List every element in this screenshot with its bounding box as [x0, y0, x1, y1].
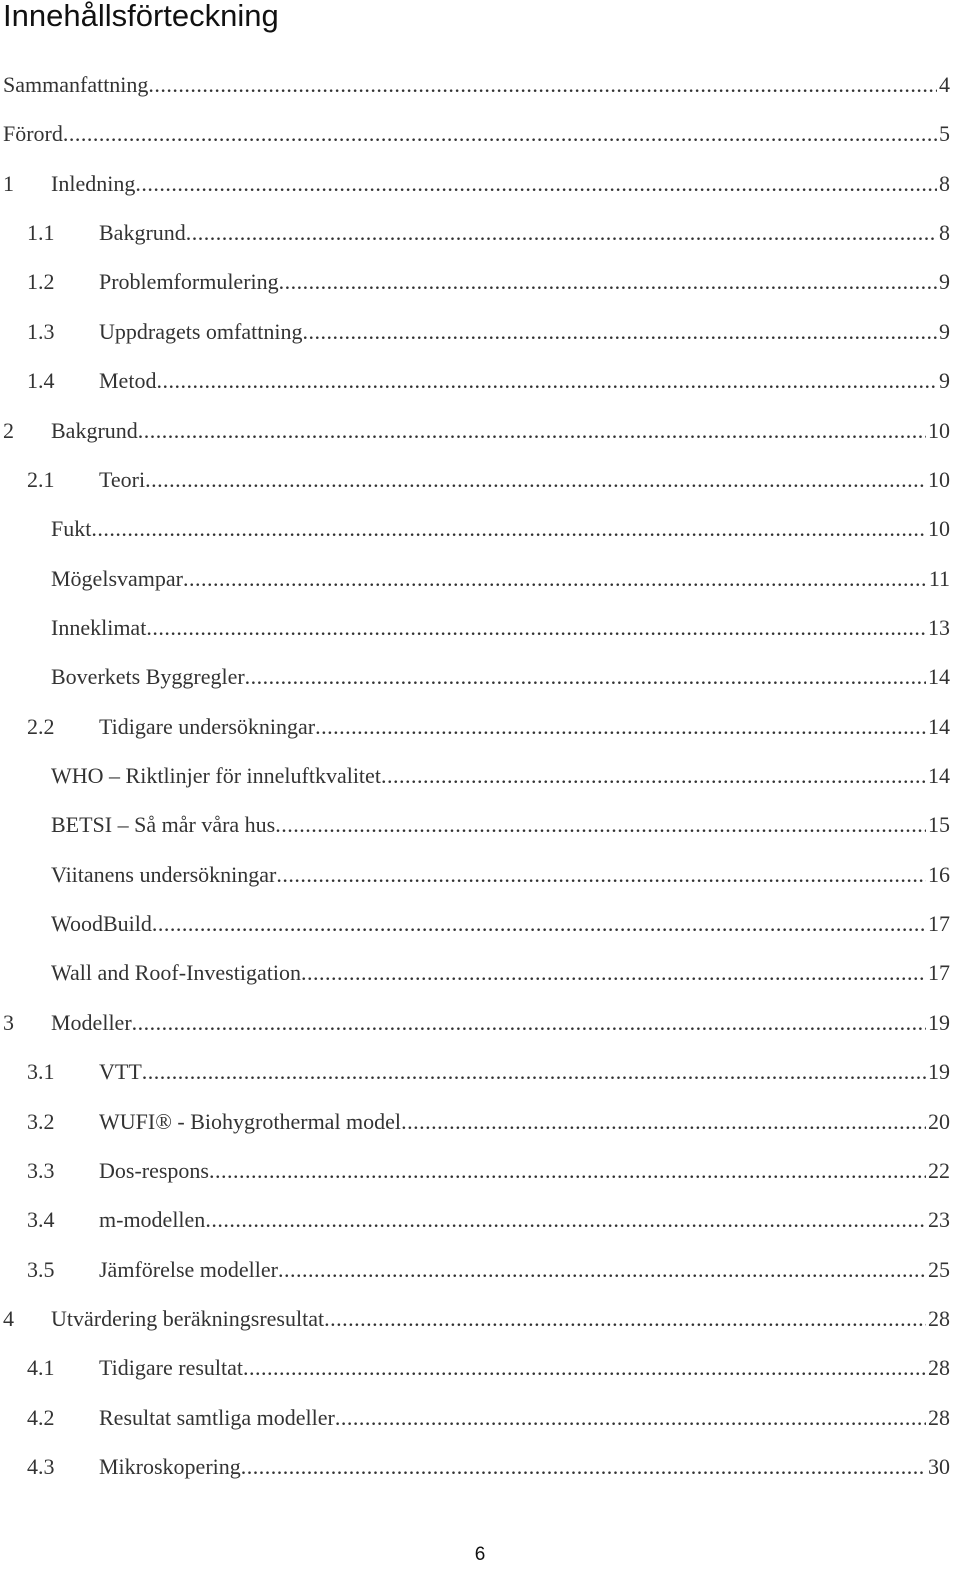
toc-entry-page: 10 [928, 466, 950, 492]
toc-entry-title: Tidigare undersökningar [99, 713, 316, 739]
dot-leader [335, 1393, 926, 1442]
toc-entry-page: 28 [928, 1404, 950, 1430]
toc-entry-page: 20 [928, 1108, 950, 1134]
toc-entry[interactable] [0, 1047, 950, 1096]
dot-leader [381, 751, 926, 800]
toc-entry-title: m-modellen [99, 1207, 206, 1233]
toc-entry-page: 15 [928, 812, 950, 838]
toc-entry-page: 19 [928, 1059, 950, 1085]
page-title: Innehållsförteckning [3, 0, 279, 33]
toc-entry[interactable] [0, 60, 950, 109]
toc-entry-page: 30 [928, 1454, 950, 1480]
toc-entry-number: 3 [3, 1009, 14, 1035]
toc-entry-title: Viitanens undersökningar [51, 861, 277, 887]
toc-entry-page: 28 [928, 1305, 950, 1331]
toc-entry-title: Teori [99, 466, 146, 492]
dot-leader [278, 1245, 926, 1294]
toc-entry-title: Jämförelse modeller [99, 1256, 278, 1282]
toc-entry[interactable] [0, 406, 950, 455]
dot-leader [243, 1343, 926, 1392]
toc-entry-number: 2.1 [27, 466, 55, 492]
dot-leader [186, 208, 937, 257]
dot-leader [63, 109, 937, 158]
dot-leader [245, 652, 926, 701]
toc-entry-title: Boverkets Byggregler [51, 664, 245, 690]
toc-entry-number: 1.2 [27, 269, 55, 295]
dot-leader [132, 998, 926, 1047]
toc-entry-title: Inledning [51, 170, 136, 196]
dot-leader [91, 504, 926, 553]
toc-entry-number: 4.2 [27, 1404, 55, 1430]
toc-entry-number: 1.3 [27, 318, 55, 344]
toc-entry-page: 17 [928, 960, 950, 986]
toc-entry-page: 14 [928, 763, 950, 789]
toc-entry[interactable] [0, 702, 950, 751]
toc-entry-number: 1.1 [27, 220, 55, 246]
toc-entry-title: WUFI® - Biohygrothermal model [99, 1108, 402, 1134]
toc-entry[interactable] [0, 751, 950, 800]
dot-leader [275, 800, 926, 849]
toc-entry-number: 4.1 [27, 1355, 55, 1381]
toc-entry[interactable] [0, 899, 950, 948]
toc-entry-title: Uppdragets omfattning [99, 318, 303, 344]
toc-entry[interactable] [0, 307, 950, 356]
toc-entry-number: 3.4 [27, 1207, 55, 1233]
toc-entry[interactable] [0, 1195, 950, 1244]
toc-entry-title: Wall and Roof-Investigation [51, 960, 301, 986]
toc-entry[interactable] [0, 1097, 950, 1146]
toc-entry[interactable] [0, 998, 950, 1047]
dot-leader [401, 1097, 926, 1146]
toc-entry[interactable] [0, 554, 950, 603]
toc-entry-number: 3.3 [27, 1157, 55, 1183]
toc-entry-page: 8 [939, 170, 950, 196]
dot-leader [135, 159, 937, 208]
dot-leader [156, 356, 937, 405]
toc-entry[interactable] [0, 455, 950, 504]
toc-entry-title: Modeller [51, 1009, 132, 1035]
toc-entry[interactable] [0, 800, 950, 849]
dot-leader [146, 603, 926, 652]
toc-entry-number: 4.3 [27, 1454, 55, 1480]
dot-leader [183, 554, 927, 603]
toc-entry-page: 28 [928, 1355, 950, 1381]
toc-entry-title: Utvärdering beräkningsresultat [51, 1305, 325, 1331]
toc-entry-page: 16 [928, 861, 950, 887]
toc-entry-page: 9 [939, 368, 950, 394]
toc-entry-page: 17 [928, 911, 950, 937]
toc-entry-page: 9 [939, 318, 950, 344]
toc-entry-page: 5 [939, 121, 950, 147]
toc-entry-title: Förord [3, 121, 63, 147]
dot-leader [276, 850, 926, 899]
toc-entry-number: 2 [3, 417, 14, 443]
dot-leader [152, 899, 926, 948]
toc-entry[interactable] [0, 603, 950, 652]
toc-entry-number: 1 [3, 170, 14, 196]
toc-entry[interactable] [0, 356, 950, 405]
toc-entry-page: 22 [928, 1157, 950, 1183]
dot-leader [315, 702, 926, 751]
dot-leader [279, 257, 937, 306]
toc-entry[interactable] [0, 1146, 950, 1195]
toc-entry-page: 8 [939, 220, 950, 246]
toc-entry-page: 11 [928, 565, 950, 591]
table-of-contents [0, 60, 950, 1491]
toc-entry[interactable] [0, 159, 950, 208]
toc-entry[interactable] [0, 109, 950, 158]
toc-entry-title: Problemformulering [99, 269, 279, 295]
toc-entry[interactable] [0, 208, 950, 257]
toc-entry-page: 23 [928, 1207, 950, 1233]
toc-entry-title: Bakgrund [99, 220, 186, 246]
toc-entry[interactable] [0, 1442, 950, 1491]
toc-entry-title: Inneklimat [51, 614, 147, 640]
toc-entry[interactable] [0, 948, 950, 997]
toc-entry[interactable] [0, 1393, 950, 1442]
toc-entry-title: Fukt [51, 516, 92, 542]
toc-entry-title: BETSI – Så mår våra hus [51, 812, 276, 838]
toc-entry-number: 1.4 [27, 368, 55, 394]
toc-entry-title: Sammanfattning [3, 72, 149, 97]
toc-entry[interactable] [0, 1245, 950, 1294]
toc-entry[interactable] [0, 504, 950, 553]
toc-entry-number: 4 [3, 1305, 14, 1331]
dot-leader [138, 406, 926, 455]
toc-entry[interactable] [0, 850, 950, 899]
toc-entry[interactable] [0, 1294, 950, 1343]
dot-leader [324, 1294, 926, 1343]
toc-entry-number: 3.1 [27, 1059, 55, 1085]
toc-entry-page: 14 [928, 713, 950, 739]
toc-entry-page: 4 [939, 72, 950, 97]
toc-entry-page: 14 [928, 664, 950, 690]
dot-leader [301, 948, 926, 997]
toc-entry-title: WoodBuild [51, 911, 152, 937]
toc-entry-title: Mikroskopering [99, 1454, 241, 1480]
dot-leader [205, 1195, 926, 1244]
page-number: 6 [474, 1544, 486, 1565]
toc-entry-page: 10 [928, 516, 950, 542]
toc-entry-title: Bakgrund [51, 417, 138, 443]
toc-entry-title: Dos-respons [99, 1157, 209, 1183]
toc-entry-number: 3.5 [27, 1256, 55, 1282]
toc-entry-page: 19 [928, 1009, 950, 1035]
toc-entry-title: VTT [99, 1059, 142, 1085]
toc-entry-title: Metod [99, 368, 157, 394]
toc-entry-page: 9 [939, 269, 950, 295]
toc-entry-title: Tidigare resultat [99, 1355, 243, 1381]
toc-entry[interactable] [0, 1343, 950, 1392]
dot-leader [241, 1442, 926, 1491]
toc-entry-title: WHO – Riktlinjer för inneluftkvalitet [51, 763, 381, 789]
toc-entry-title: Resultat samtliga modeller [99, 1404, 335, 1430]
toc-entry-title: Mögelsvampar [51, 565, 183, 591]
dot-leader [148, 60, 937, 109]
toc-entry-number: 2.2 [27, 713, 55, 739]
dot-leader [209, 1146, 926, 1195]
dot-leader [302, 307, 937, 356]
toc-entry[interactable] [0, 257, 950, 306]
toc-entry[interactable] [0, 652, 950, 701]
toc-entry-page: 13 [928, 614, 950, 640]
toc-entry-number: 3.2 [27, 1108, 55, 1134]
toc-entry-page: 10 [928, 417, 950, 443]
toc-entry-page: 25 [928, 1256, 950, 1282]
dot-leader [145, 455, 926, 504]
dot-leader [142, 1047, 926, 1096]
